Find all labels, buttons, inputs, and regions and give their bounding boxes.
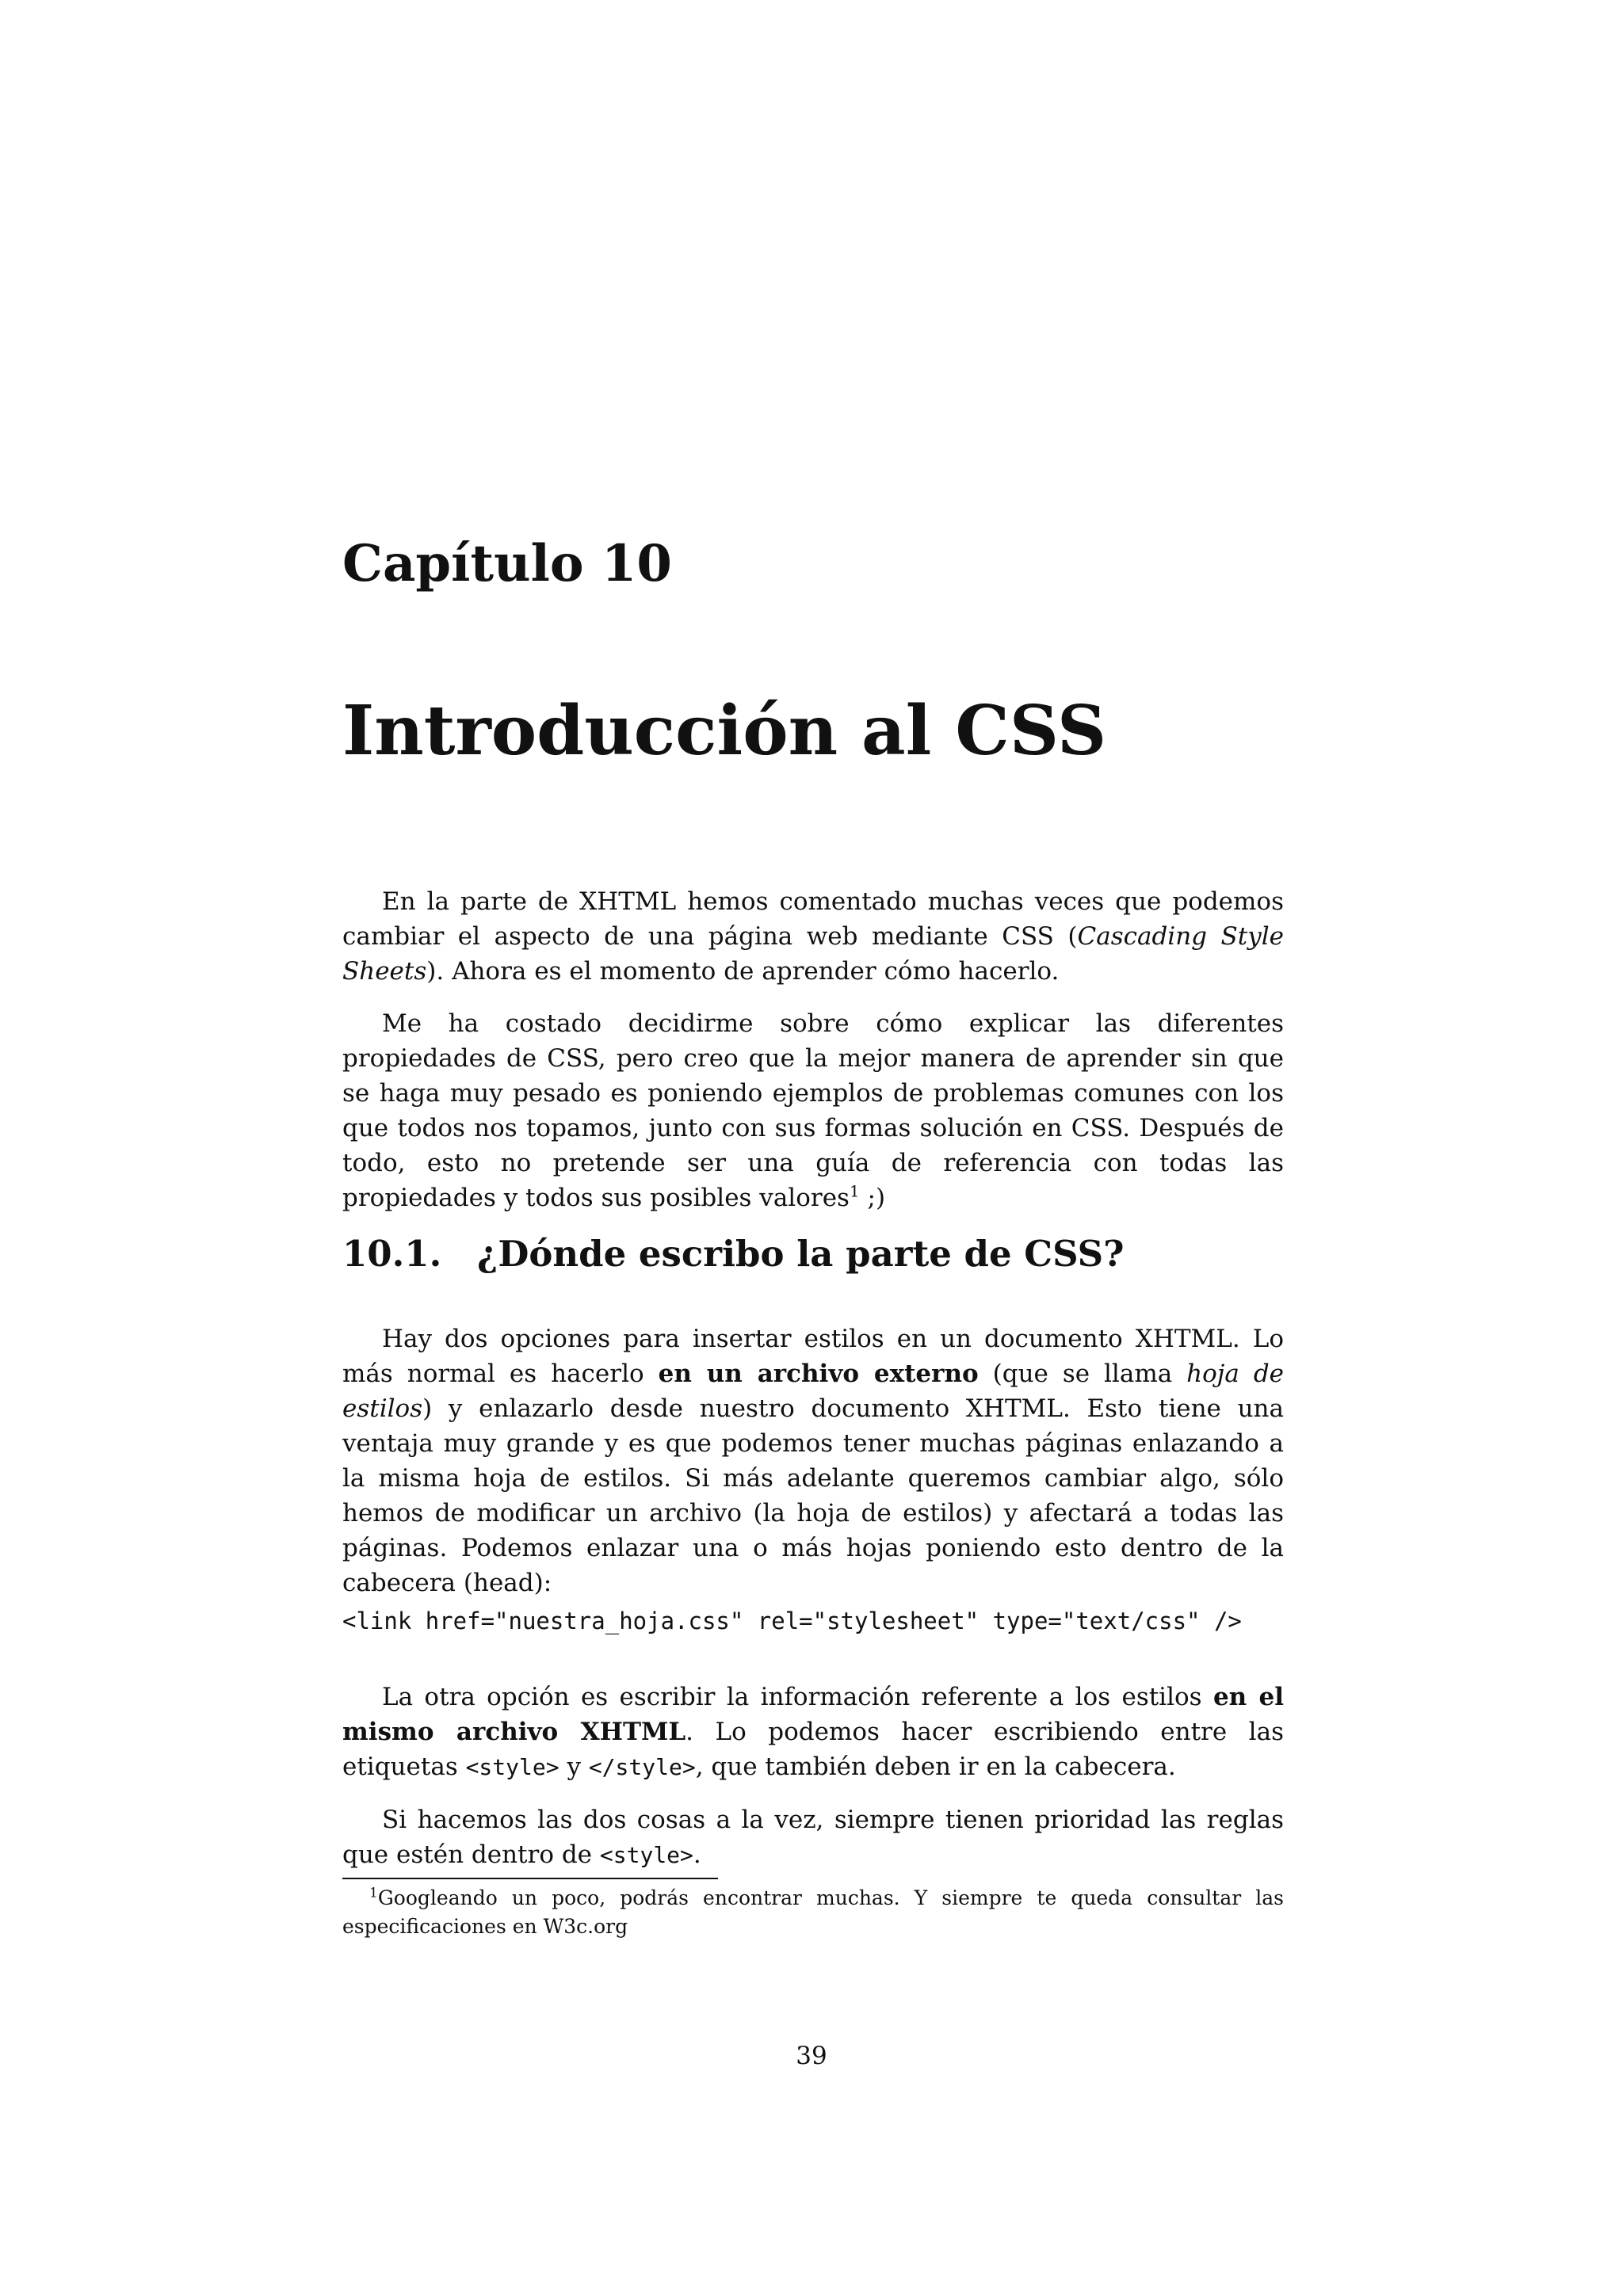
code-example-link-tag: <link href="nuestra_hoja.css" rel="stylesheet" type="text/css" /> xyxy=(342,1608,1242,1634)
footnote-divider xyxy=(342,1878,718,1879)
section-heading xyxy=(342,1233,1125,1275)
chapter-label: Capítulo 10 xyxy=(342,534,672,593)
footnote xyxy=(342,1884,1284,1941)
inline-code-style: <style> xyxy=(599,1842,693,1868)
page-number: 39 xyxy=(796,2042,827,2070)
chapter-title: Introducción al CSS xyxy=(342,691,1107,771)
footnote-mark: 1 xyxy=(369,1885,378,1901)
section-paragraph-3: Si hacemos las dos cosas a la vez, siempre tienen prioridad las reglas que estén dentro de <style>. xyxy=(342,1806,1284,1869)
section-title: ¿Dónde escribo la parte de CSS? xyxy=(477,1233,1125,1275)
inline-code-style-close: </style> xyxy=(588,1754,696,1780)
section-number: 10.1. xyxy=(342,1233,442,1275)
emphasis-style-sheet: hoja de estilos xyxy=(342,1360,1285,1423)
section-block-1 xyxy=(342,1322,1284,1600)
emphasis-cascading-style-sheets: Cascading Style Sheets xyxy=(342,922,1284,986)
footnote-text: Googleando un poco, podrás encontrar muchas. Y siempre te queda consultar las especificaciones en W3c.org xyxy=(342,1886,1284,1938)
section-paragraph-1: Hay dos opciones para insertar estilos en un documento XHTML. Lo más normal es hacerlo en un archivo externo (que se llama hoja de estilos) y enlazarlo desde nuestro documento XHTML. Esto tiene una ventaja muy grande y es que podemos tener muchas páginas enlazando a la misma hoja de estilos. Si más adelante queremos cambiar algo, sólo hemos de modificar un archivo (la hoja de estilos) y afectará a todas las páginas. Podemos enlazar una o más hojas poniendo esto dentro de la cabecera (head): xyxy=(342,1325,1285,1597)
inline-code-style-open: <style> xyxy=(465,1754,559,1780)
section-block-2 xyxy=(342,1680,1284,1873)
intro-paragraph-2: Me ha costado decidirme sobre cómo explicar las diferentes propiedades de CSS, pero creo que la mejor manera de aprender sin que se haga muy pesado es poniendo ejemplos de problemas comunes con los que todos nos topamos, junto con sus formas solución en CSS. Después de todo, esto no pretende ser una guía de referencia con todas las propiedades y todos sus posibles valores$^1$ ;) xyxy=(342,1009,1284,1212)
bold-external-file: en un archivo externo xyxy=(658,1360,979,1388)
footnote-reference[interactable]: 1 xyxy=(849,1181,860,1201)
section-paragraph-2: La otra opción es escribir la información referente a los estilos en el mismo archivo XHTML. Lo podemos hacer escribiendo entre las etiquetas <style> y </style>, que también deben ir en la cabecera. xyxy=(342,1683,1284,1781)
bold-same-file: en el mismo archivo XHTML xyxy=(342,1683,1284,1746)
intro-paragraph-1: En la parte de XHTML hemos comentado muchas veces que podemos cambiar el aspecto de una página web mediante CSS (Cascading Style Sheets). Ahora es el momento de aprender cómo hacerlo. xyxy=(342,887,1284,986)
intro-block xyxy=(342,884,1284,1215)
